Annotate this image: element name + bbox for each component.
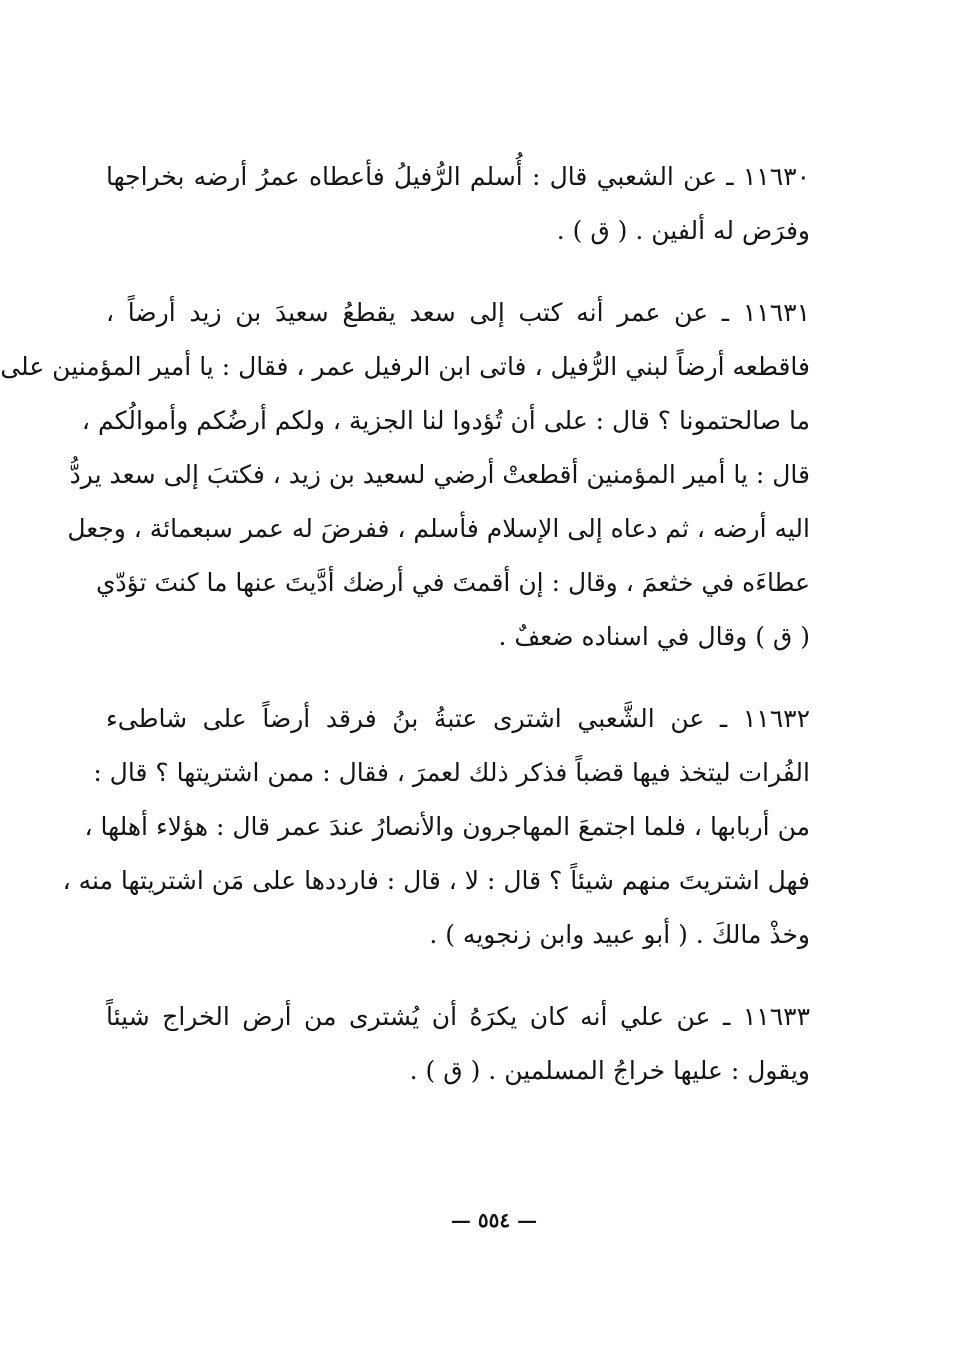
entry-separator (106, 962, 810, 990)
text-line: ١١٦٣٠ ـ عن الشعبي قال : أُسلم الرُّفيلُ فأعطاه عمرُ أرضه بخراجها (106, 162, 810, 191)
text-line: ١١٦٣٣ ـ عن علي أنه كان يكرَهُ أن يُشترى من أرض الخراج شيئاً (106, 1002, 810, 1031)
page-number: — ٥٥٤ — (450, 1208, 538, 1232)
hadith-entry-11631 (0, 286, 810, 664)
text-line: ١١٦٣١ ـ عن عمر أنه كتب إلى سعد يقطعُ سعيدَ بن زيد أرضاً ، (106, 298, 810, 327)
text-line: ١١٦٣٢ ـ عن الشَّعبي اشترى عتبةُ بنُ فرقد أرضاً على شاطىء (106, 704, 810, 733)
text-line: عطاءَه في خثعمَ ، وقال : إن أقمتَ في أرضك أدَّيتَ عنها ما كنتَ تؤدّي (95, 568, 810, 597)
entry-separator (106, 258, 810, 286)
entry-separator (106, 664, 810, 692)
text-line: ( ق ) وقال في اسناده ضعفٌ . (498, 622, 810, 651)
text-line: قال : يا أمير المؤمنين أقطعتْ أرضي لسعيد بن زيد ، فكتبَ إلى سعد يردُّ (69, 460, 810, 489)
text-line: فهل اشتريتَ منهم شيئاً ؟ قال : لا ، قال : فارددها على مَن اشتريتها منه ، (62, 866, 810, 895)
text-line: ما صالحتمونا ؟ قال : على أن تُؤدوا لنا الجزية ، ولكم أرضُكم وأموالُكم ، (81, 406, 810, 435)
hadith-text-block (0, 150, 810, 1098)
hadith-entry-11630 (106, 150, 810, 258)
text-line: ويقول : عليها خراجُ المسلمين . ( ق ) . (409, 1056, 810, 1085)
text-line: اليه أرضه ، ثم دعاه إلى الإسلام فأسلم ، ففرضَ له عمر سبعمائة ، وجعل (67, 514, 810, 543)
hadith-entry-11632 (62, 692, 810, 962)
text-line: فاقطعه أرضاً لبني الرُّفيل ، فاتى ابن الرفيل عمر ، فقال : يا أمير المؤمنين على (0, 352, 810, 381)
text-line: وفرَض له ألفين . ( ق ) . (556, 216, 810, 245)
hadith-entry-11633 (106, 990, 810, 1098)
text-line: وخذْ مالكَ . ( أبو عبيد وابن زنجويه ) . (429, 920, 810, 949)
text-line: من أربابها ، فلما اجتمعَ المهاجرون والأنصارُ عندَ عمر قال : هؤلاء أهلها ، (84, 812, 810, 841)
text-line: الفُرات ليتخذ فيها قضباً فذكر ذلك لعمرَ ، فقال : ممن اشتريتها ؟ قال : (93, 758, 810, 787)
